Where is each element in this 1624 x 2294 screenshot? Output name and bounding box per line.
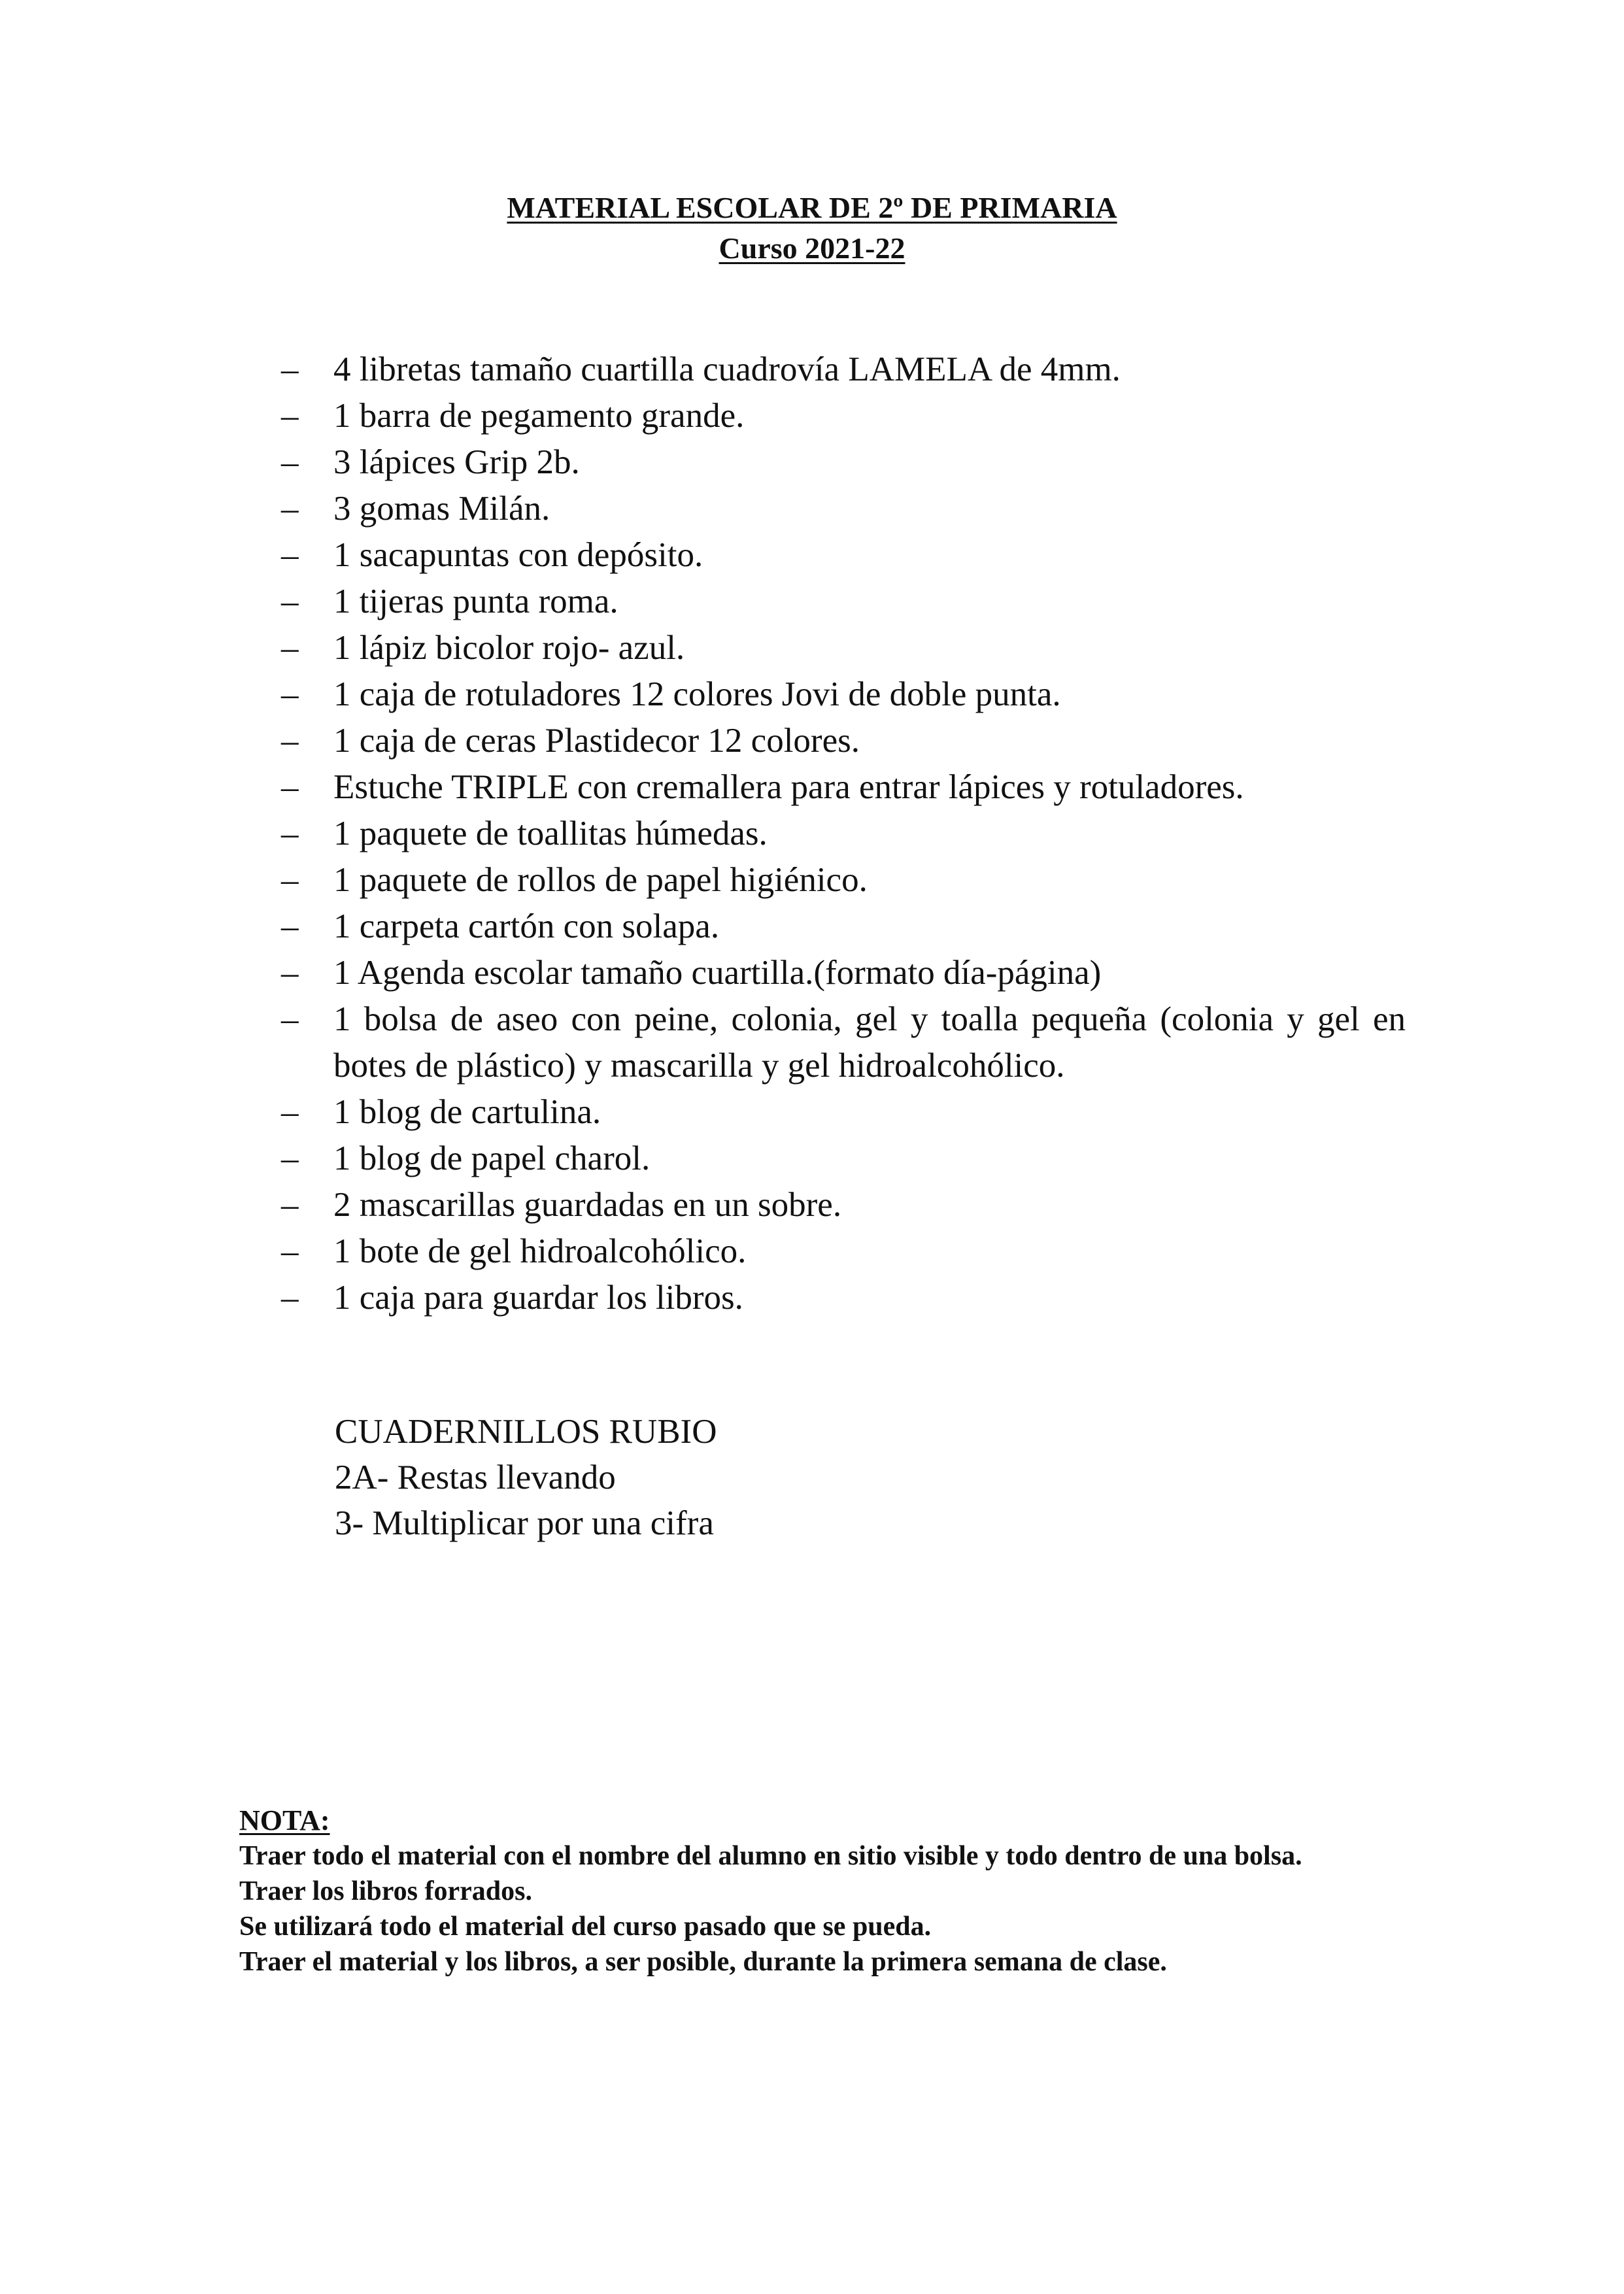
- list-item: [281, 764, 1406, 811]
- list-item-text: 1 paquete de rollos de papel higiénico.: [333, 861, 868, 899]
- list-item: [281, 903, 1406, 950]
- list-bullet: –: [281, 582, 299, 620]
- list-item: [281, 346, 1406, 393]
- list-item-text: Estuche TRIPLE con cremallera para entrar lápices y rotuladores.: [333, 768, 1244, 806]
- list-bullet: –: [281, 815, 299, 852]
- nota-line: Traer el material y los libros, a ser posible, durante la primera semana de clase.: [239, 1947, 1167, 1977]
- list-bullet: –: [281, 397, 299, 435]
- list-item: [281, 996, 1406, 1089]
- list-item-text: 1 barra de pegamento grande.: [333, 397, 745, 435]
- list-item-text: 4 libretas tamaño cuartilla cuadrovía LAMELA de 4mm.: [333, 350, 1121, 388]
- list-bullet: –: [281, 1232, 299, 1270]
- material-list: [281, 346, 1406, 1321]
- list-item-text: 1 carpeta cartón con solapa.: [333, 907, 720, 945]
- list-item: [281, 857, 1406, 903]
- list-item-text: 1 caja de rotuladores 12 colores Jovi de doble punta.: [333, 675, 1061, 713]
- list-item-text: 1 caja para guardar los libros.: [333, 1279, 743, 1317]
- list-item: [281, 439, 1406, 486]
- document-title: MATERIAL ESCOLAR DE 2º DE PRIMARIA: [507, 191, 1117, 224]
- list-item: [281, 532, 1406, 579]
- list-item-text: 1 Agenda escolar tamaño cuartilla.(formato día-página): [333, 954, 1102, 992]
- list-bullet: –: [281, 536, 299, 574]
- list-item: [281, 1136, 1406, 1182]
- list-bullet: –: [281, 1186, 299, 1224]
- list-item-text: 3 gomas Milán.: [333, 490, 550, 528]
- list-bullet: –: [281, 629, 299, 667]
- cuadernillos-heading: CUADERNILLOS RUBIO: [335, 1413, 717, 1451]
- list-item-text: 1 caja de ceras Plastidecor 12 colores.: [333, 722, 860, 760]
- list-bullet: –: [281, 490, 299, 528]
- cuadernillos-section: [335, 1409, 717, 1546]
- nota-title: NOTA:: [239, 1804, 330, 1836]
- nota-line: Traer todo el material con el nombre del alumno en sitio visible y todo dentro de una bolsa.: [239, 1841, 1302, 1871]
- list-item: [281, 486, 1406, 532]
- list-item: [281, 811, 1406, 857]
- list-bullet: –: [281, 675, 299, 713]
- list-bullet: –: [281, 350, 299, 388]
- list-item: [281, 579, 1406, 625]
- nota-line: Se utilizará todo el material del curso pasado que se pueda.: [239, 1912, 932, 1942]
- list-item-text: 1 bolsa de aseo con peine, colonia, gel y toalla pequeña (colonia y gel en botes de plástico) y mascarilla y gel hidroalcohólico.: [333, 1000, 1406, 1085]
- list-item-text: 1 sacapuntas con depósito.: [333, 536, 703, 574]
- list-bullet: –: [281, 768, 299, 806]
- list-item: [281, 1228, 1406, 1275]
- list-item-text: 1 paquete de toallitas húmedas.: [333, 815, 768, 852]
- list-bullet: –: [281, 722, 299, 760]
- list-bullet: –: [281, 1279, 299, 1317]
- nota-section: [239, 1803, 1403, 1980]
- list-bullet: –: [281, 443, 299, 481]
- cuadernillos-line: 2A- Restas llevando: [335, 1459, 616, 1496]
- list-item: [281, 1089, 1406, 1136]
- cuadernillos-line: 3- Multiplicar por una cifra: [335, 1504, 714, 1542]
- list-item: [281, 950, 1406, 996]
- list-bullet: –: [281, 954, 299, 992]
- list-item-text: 3 lápices Grip 2b.: [333, 443, 580, 481]
- list-bullet: –: [281, 907, 299, 945]
- list-item: [281, 1275, 1406, 1321]
- list-bullet: –: [281, 1139, 299, 1177]
- list-item-text: 1 bote de gel hidroalcohólico.: [333, 1232, 747, 1270]
- list-item: [281, 671, 1406, 718]
- list-item: [281, 718, 1406, 764]
- list-bullet: –: [281, 1000, 299, 1038]
- list-item-text: 1 blog de cartulina.: [333, 1093, 601, 1131]
- list-bullet: –: [281, 1093, 299, 1131]
- list-item: [281, 625, 1406, 671]
- list-item: [281, 393, 1406, 439]
- document-subtitle: Curso 2021-22: [719, 231, 905, 265]
- nota-line: Traer los libros forrados.: [239, 1876, 532, 1906]
- list-item: [281, 1182, 1406, 1228]
- list-item-text: 1 tijeras punta roma.: [333, 582, 618, 620]
- list-item-text: 1 lápiz bicolor rojo- azul.: [333, 629, 685, 667]
- list-item-text: 2 mascarillas guardadas en un sobre.: [333, 1186, 842, 1224]
- list-bullet: –: [281, 861, 299, 899]
- list-item-text: 1 blog de papel charol.: [333, 1139, 651, 1177]
